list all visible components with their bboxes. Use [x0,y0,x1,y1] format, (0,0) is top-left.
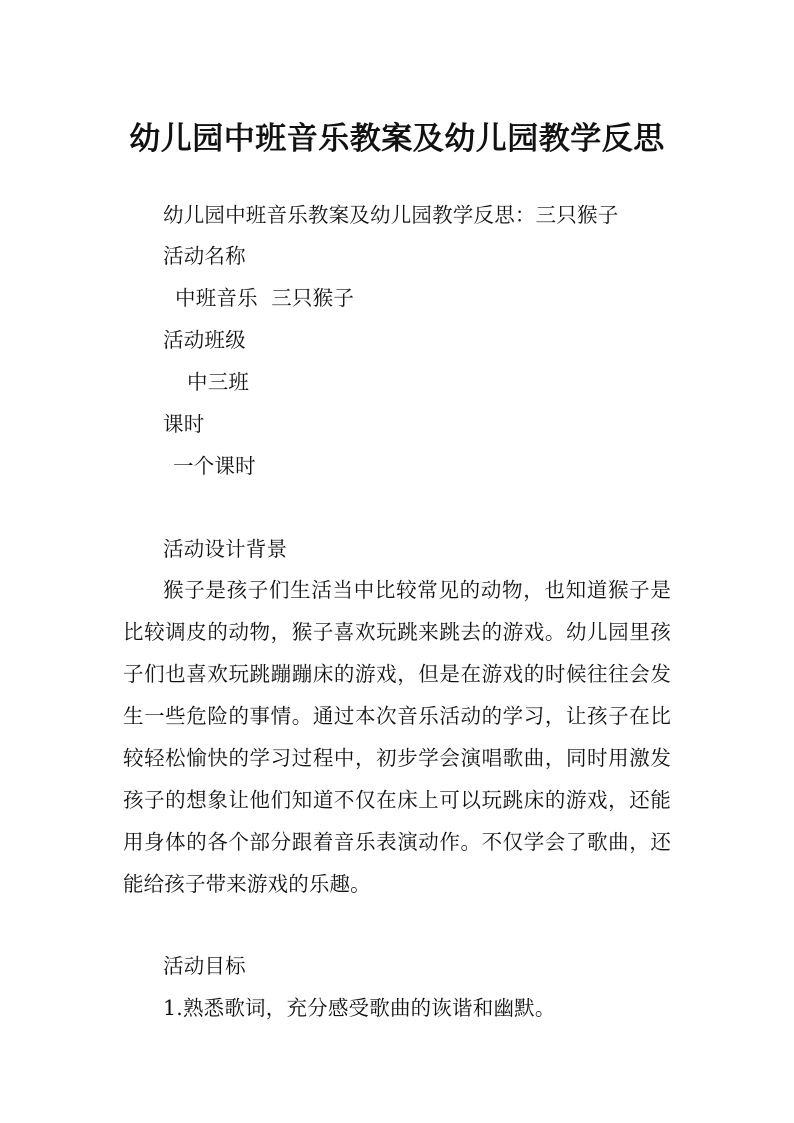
goal-item: 1.熟悉歌词，充分感受歌曲的诙谐和幽默。 [163,996,556,1020]
subtitle: 幼儿园中班音乐教案及幼儿园教学反思：三只猴子 [163,203,619,227]
activity-class-label: 活动班级 [163,328,246,352]
background-line: 子们也喜欢玩跳蹦蹦床的游戏，但是在游戏的时候往往会发 [123,662,671,686]
activity-name-value: 中班音乐 三只猴子 [175,286,355,310]
activity-class-value: 中三班 [187,370,250,394]
background-line: 孩子的想象让他们知道不仅在床上可以玩跳床的游戏，还能 [123,788,671,812]
background-line: 能给孩子带来游戏的乐趣。 [123,872,371,896]
background-heading: 活动设计背景 [163,537,288,561]
background-line: 用身体的各个部分跟着音乐表演动作。不仅学会了歌曲，还 [123,830,671,854]
background-line: 猴子是孩子们生活当中比较常见的动物，也知道猴子是 [163,578,671,602]
activity-name-label: 活动名称 [163,244,246,268]
document-title: 幼儿园中班音乐教案及幼儿园教学反思 [129,120,665,157]
background-line: 比较调皮的动物，猴子喜欢玩跳来跳去的游戏。幼儿园里孩 [123,620,671,644]
goals-heading: 活动目标 [163,954,246,978]
background-line: 较轻松愉快的学习过程中，初步学会演唱歌曲，同时用激发 [123,746,671,770]
class-hours-label: 课时 [163,412,205,436]
class-hours-value: 一个课时 [173,454,256,478]
background-line: 生一些危险的事情。通过本次音乐活动的学习，让孩子在比 [123,704,671,728]
